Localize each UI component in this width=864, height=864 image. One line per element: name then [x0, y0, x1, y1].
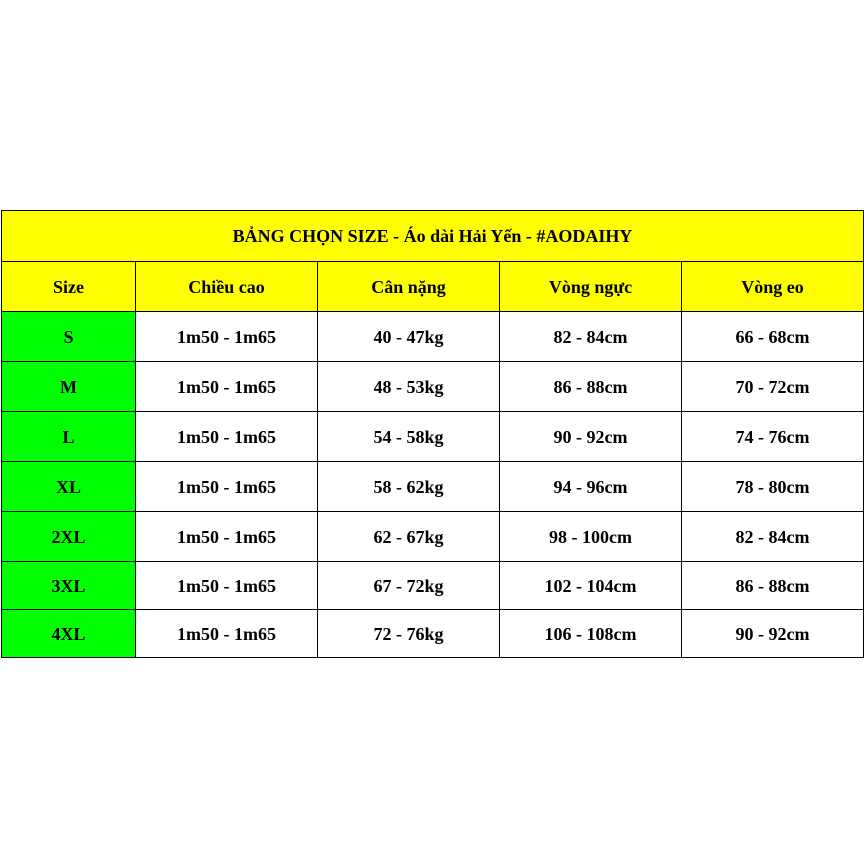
table-row — [2, 412, 864, 462]
weight-cell: 62 - 67kg — [318, 512, 500, 562]
waist-cell: 86 - 88cm — [682, 562, 864, 610]
weight-cell: 72 - 76kg — [318, 610, 500, 658]
height-cell: 1m50 - 1m65 — [136, 562, 318, 610]
waist-cell: 70 - 72cm — [682, 362, 864, 412]
size-cell: 4XL — [2, 610, 136, 658]
column-header-waist: Vòng eo — [682, 262, 864, 312]
weight-cell: 58 - 62kg — [318, 462, 500, 512]
height-cell: 1m50 - 1m65 — [136, 362, 318, 412]
size-chart-table — [1, 210, 864, 658]
waist-cell: 90 - 92cm — [682, 610, 864, 658]
column-header-bust: Vòng ngực — [500, 262, 682, 312]
table-title: BẢNG CHỌN SIZE - Áo dài Hải Yến - #AODAIHY — [2, 211, 864, 262]
bust-cell: 90 - 92cm — [500, 412, 682, 462]
size-cell: 3XL — [2, 562, 136, 610]
title-row — [2, 211, 864, 262]
height-cell: 1m50 - 1m65 — [136, 412, 318, 462]
table-row — [2, 362, 864, 412]
height-cell: 1m50 - 1m65 — [136, 312, 318, 362]
height-cell: 1m50 - 1m65 — [136, 610, 318, 658]
bust-cell: 86 - 88cm — [500, 362, 682, 412]
table-row — [2, 562, 864, 610]
height-cell: 1m50 - 1m65 — [136, 462, 318, 512]
size-cell: 2XL — [2, 512, 136, 562]
column-header-height: Chiều cao — [136, 262, 318, 312]
weight-cell: 54 - 58kg — [318, 412, 500, 462]
size-cell: L — [2, 412, 136, 462]
weight-cell: 67 - 72kg — [318, 562, 500, 610]
waist-cell: 82 - 84cm — [682, 512, 864, 562]
size-cell: M — [2, 362, 136, 412]
bust-cell: 82 - 84cm — [500, 312, 682, 362]
size-cell: S — [2, 312, 136, 362]
waist-cell: 78 - 80cm — [682, 462, 864, 512]
table-row — [2, 312, 864, 362]
waist-cell: 66 - 68cm — [682, 312, 864, 362]
bust-cell: 98 - 100cm — [500, 512, 682, 562]
waist-cell: 74 - 76cm — [682, 412, 864, 462]
height-cell: 1m50 - 1m65 — [136, 512, 318, 562]
header-row — [2, 262, 864, 312]
table-row — [2, 512, 864, 562]
weight-cell: 40 - 47kg — [318, 312, 500, 362]
column-header-weight: Cân nặng — [318, 262, 500, 312]
bust-cell: 106 - 108cm — [500, 610, 682, 658]
weight-cell: 48 - 53kg — [318, 362, 500, 412]
table-row — [2, 462, 864, 512]
table-row — [2, 610, 864, 658]
column-header-size: Size — [2, 262, 136, 312]
bust-cell: 94 - 96cm — [500, 462, 682, 512]
size-cell: XL — [2, 462, 136, 512]
bust-cell: 102 - 104cm — [500, 562, 682, 610]
